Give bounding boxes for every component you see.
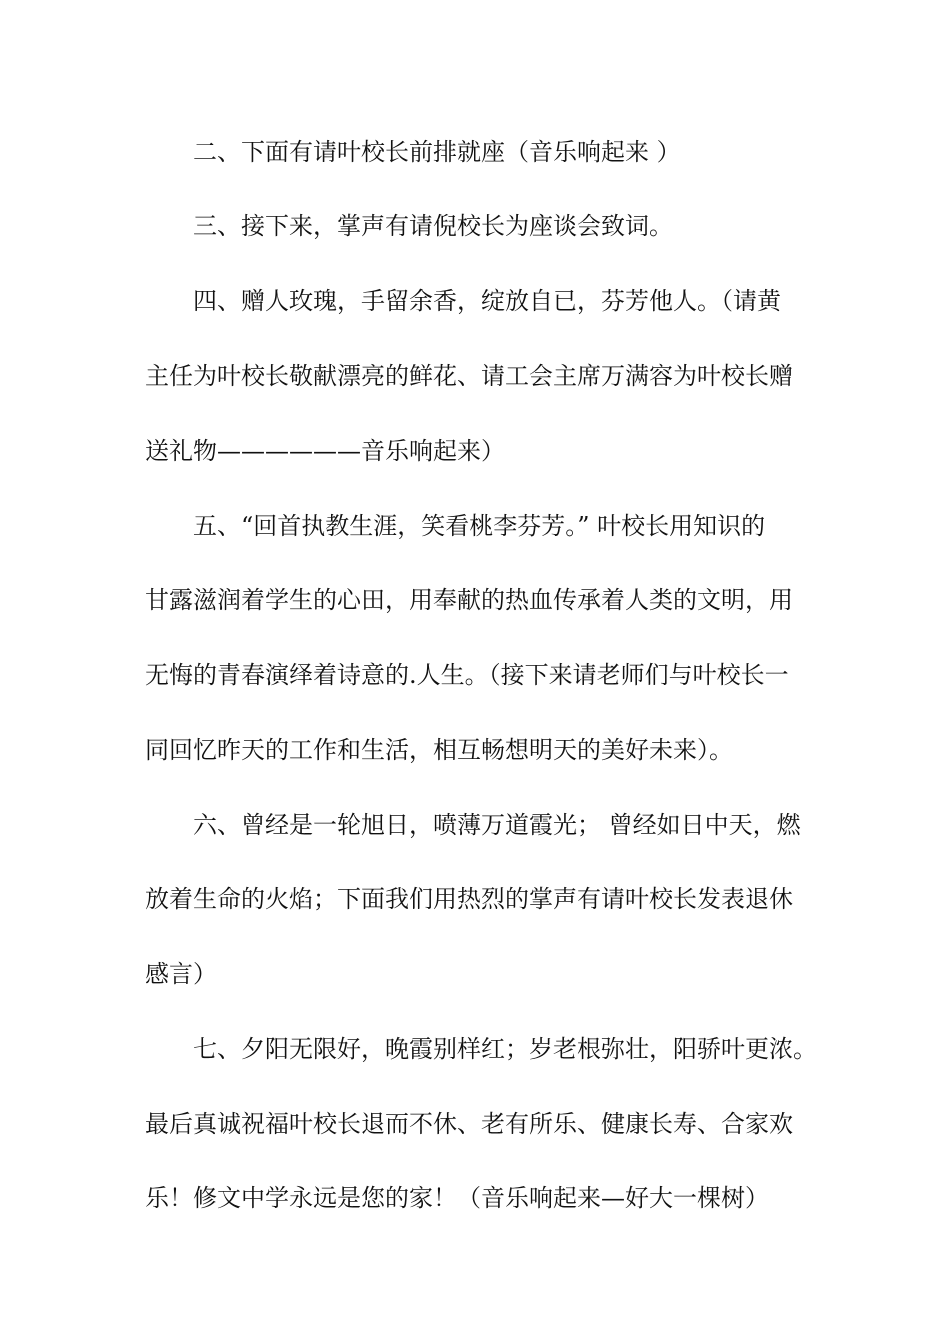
paragraph-1-line-1: 二、下面有请叶校长前排就座（音乐响起来 ）	[193, 138, 681, 166]
paragraph-4-line-2: 甘露滋润着学生的心田，用奉献的热血传承着人类的文明，用	[145, 586, 793, 614]
paragraph-3-line-1: 四、赠人玫瑰，手留余香，绽放自已，芬芳他人。（请黄	[193, 287, 781, 315]
paragraph-5-line-2: 放着生命的火焰；下面我们用热烈的掌声有请叶校长发表退休	[145, 885, 793, 913]
paragraph-6-line-3: 乐！修文中学永远是您的家！（音乐响起来—好大一棵树）	[145, 1184, 769, 1212]
paragraph-2-line-1: 三、接下来，掌声有请倪校长为座谈会致词。	[193, 212, 673, 240]
paragraph-6-line-1: 七、夕阳无限好，晚霞别样红；岁老根弥壮，阳骄叶更浓。	[193, 1035, 817, 1063]
paragraph-4-line-4: 同回忆昨天的工作和生活，相互畅想明天的美好未来）。	[145, 736, 733, 764]
paragraph-5-line-1: 六、曾经是一轮旭日，喷薄万道霞光； 曾经如日中天，燃	[193, 811, 801, 839]
paragraph-4-line-1: 五、“回首执教生涯，笑看桃李芬芳。” 叶校长用知识的	[193, 512, 766, 540]
paragraph-6-line-2: 最后真诚祝福叶校长退而不休、老有所乐、健康长寿、合家欢	[145, 1110, 793, 1138]
paragraph-4-line-3: 无悔的青春演绎着诗意的.人生。（接下来请老师们与叶校长一	[145, 661, 789, 689]
paragraph-3-line-2: 主任为叶校长敬献漂亮的鲜花、请工会主席万满容为叶校长赠	[145, 362, 793, 390]
paragraph-3-line-3: 送礼物——————音乐响起来）	[145, 437, 505, 465]
paragraph-5-line-3: 感言）	[145, 960, 217, 988]
